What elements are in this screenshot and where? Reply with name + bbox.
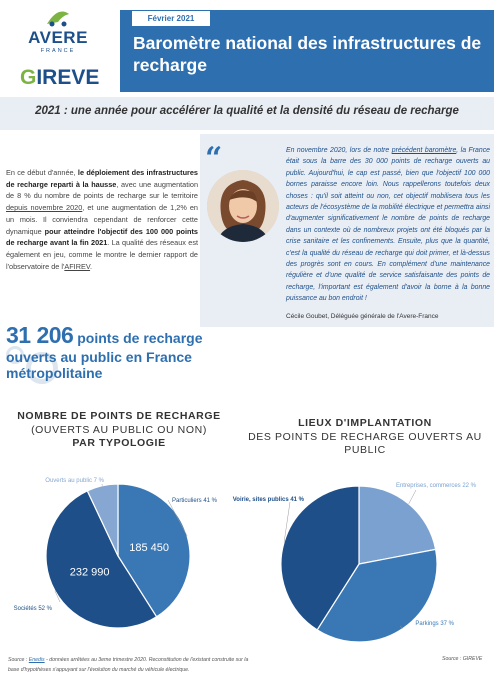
car-leaf-icon [44, 8, 72, 28]
date-badge: Février 2021 [132, 11, 210, 26]
pie-label: Voirie, sites publics 41 % [232, 497, 304, 503]
pie-label: Entreprises, commerces 22 % [395, 483, 476, 489]
typology-pie-chart [0, 460, 250, 650]
stat-description: ouverts au public en France métropolitaine [6, 349, 192, 381]
intro-paragraph: En ce début d'année, le déploiement des infrastructures de recharge reparti à la hausse, avec une augmentation de 8 % du nombre de points de recharge sur le territoire depuis novembre 2020, et une augmentation de 1,2% en un mois. Il conviendra cependant de renforcer cette dynamique pour atteindre l'objectif des 100 000 points de recharge avant la fin 2021. La qualité des réseaux est également en jeu, comme le montre le dernier rapport de l'observatoire de l'AFIREV. [6, 168, 198, 271]
pie-label: Sociétés 52 % [13, 606, 52, 612]
quote-text: En novembre 2020, lors de notre précédent baromètre, la France était sous la barre des 30 000 points de recharge ouverts au public. Aujourd'hui, le cap est passé, bien que l'objectif 100 000 bornes paraisse encore loin. Nous rappellerons toutefois deux choses : qu'il soit atteint ou non, cet objectif mobilisera tous les acteurs de l'écosystème de la mobilité électrique et permettra ainsi d'augmenter significativement le nombre de points de recharge dans un contexte où de nombreux projets ont été bloqués par la crise sanitaire et les confinements. Ensuite, plus que la quantité, c'est la qualité du réseau de recharge qui doit primer, et là-dessus des progrès sont en cours. En complément d'une maintenance régulière et d'une qualité de service satisfaisante des points de recharge, l'important est également d'avoir la borne à la bonne puissance au bon endroit ! [286, 147, 490, 303]
pie-leader-line [409, 490, 416, 504]
quote-author: Cécile Goubet, Déléguée générale de l'Avere-France [286, 313, 439, 320]
intro-link-novembre[interactable]: depuis novembre 2020 [6, 203, 83, 213]
chart2-title: LIEUX D'IMPLANTATION DES POINTS DE RECHARGE OUVERTS AU PUBLIC [248, 417, 482, 456]
source-note-left: Source : Enedis - données arrêtées au 3eme trimestre 2020. Reconstitution de l'existant construite sur la base d'hypothèses s'appuyant sur l'évolution du marché du véhicule électrique. [8, 657, 249, 673]
quote-mark-icon: “ [205, 141, 223, 176]
subtitle-band [0, 97, 494, 130]
avere-sub-wordmark: FRANCE [40, 48, 76, 54]
enedis-link[interactable]: Enedis [28, 657, 45, 663]
chart1-title: NOMBRE DE POINTS DE RECHARGE (OUVERTS AU PUBLIC OU NON) PAR TYPOLOGIE [17, 410, 221, 449]
pie-label: Particuliers 41 % [172, 498, 218, 504]
source-note-right: Source : GIREVE [442, 656, 483, 662]
avere-wordmark: AVERE [28, 28, 88, 47]
pie-data-label: 232 990 [69, 566, 110, 579]
avere-logo [22, 8, 94, 63]
pie-data-label: 185 450 [129, 541, 169, 554]
stat-unit: points de recharge [73, 330, 203, 346]
pie-label: Parkings 37 % [415, 621, 454, 627]
pie-label: Ouverts au public 7 % [45, 478, 104, 484]
gireve-logo: GIREVE [20, 66, 100, 89]
afirev-link[interactable]: AFIREV [64, 261, 91, 271]
location-pie-chart [232, 460, 494, 650]
previous-barometer-link[interactable]: précédent baromètre [391, 147, 457, 154]
subtitle-text: 2021 : une année pour accélérer la qualité et la densité du réseau de recharge [35, 105, 459, 117]
stat-number: 31 206 [6, 322, 74, 348]
page-title: Baromètre national des infrastructures de recharge [133, 33, 482, 75]
charging-points-stat [6, 322, 276, 381]
portrait-photo [207, 170, 279, 242]
